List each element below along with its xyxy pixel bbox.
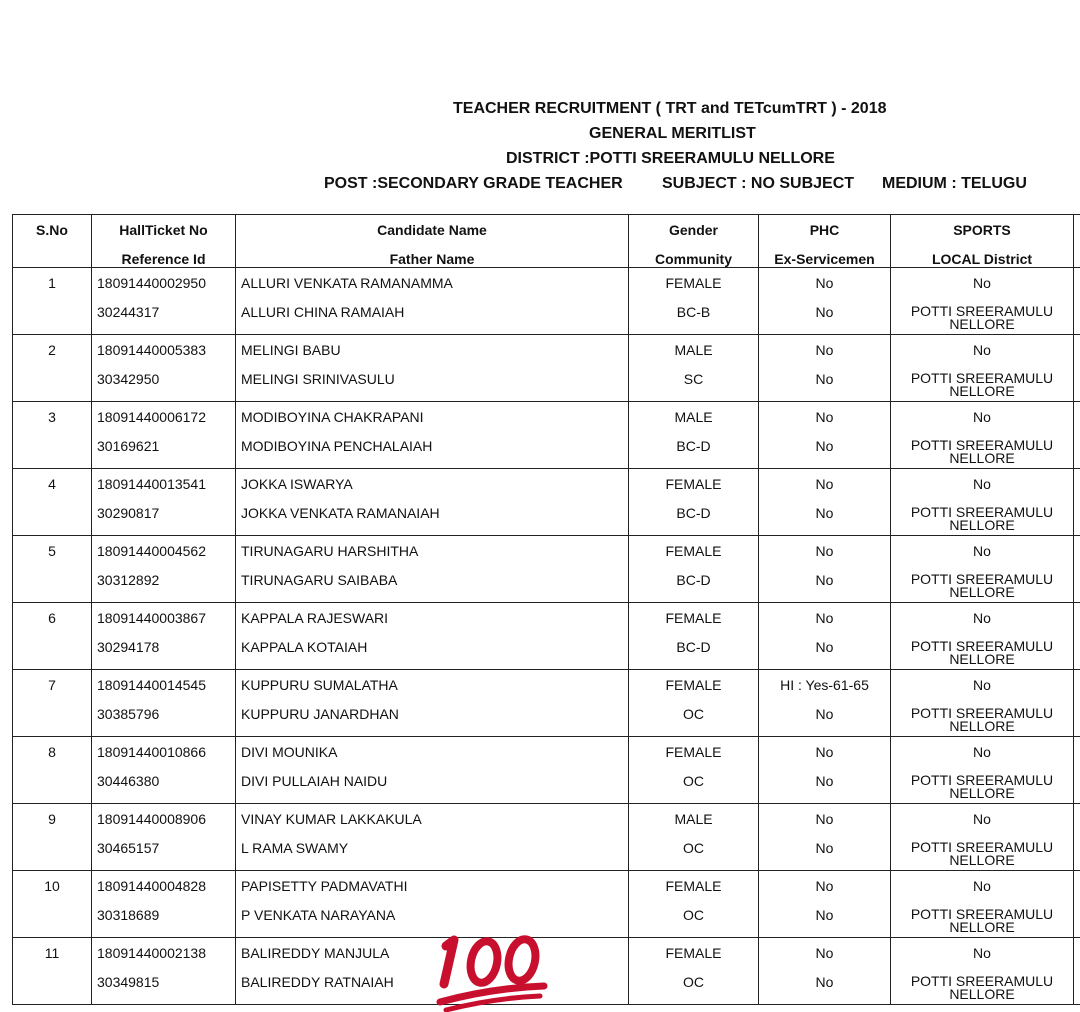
cell-exservice-text: No — [759, 559, 890, 588]
cell-gender — [629, 804, 759, 871]
cell-extra — [1074, 536, 1080, 603]
cell-hallticket-text: 18091440014545 — [92, 670, 235, 693]
cell-sports — [891, 603, 1074, 670]
cell-community-text: BC-D — [629, 626, 758, 655]
cell-gender — [629, 737, 759, 804]
cell-sports — [891, 469, 1074, 536]
cell-hallticket — [92, 737, 236, 804]
cell-name-text: TIRUNAGARU HARSHITHA — [236, 536, 628, 559]
table-row — [13, 804, 1080, 871]
cell-sports — [891, 938, 1074, 1005]
cell-sno-text: 1 — [13, 268, 91, 291]
cell-father-text: MELINGI SRINIVASULU — [236, 358, 628, 387]
cell-phc — [759, 670, 891, 737]
cell-exservice-text: No — [759, 358, 890, 387]
cell-hallticket-text: 18091440002950 — [92, 268, 235, 291]
cell-reference-text: 30465157 — [92, 827, 235, 856]
table-row — [13, 670, 1080, 737]
cell-name-text: DIVI MOUNIKA — [236, 737, 628, 760]
cell-hallticket-text: 18091440008906 — [92, 804, 235, 827]
cell-gender — [629, 670, 759, 737]
cell-extra — [1074, 603, 1080, 670]
hundred-points-icon — [432, 922, 552, 1012]
cell-phc-text: No — [759, 469, 890, 492]
table-row — [13, 335, 1080, 402]
table-row — [13, 536, 1080, 603]
cell-father-text: MODIBOYINA PENCHALAIAH — [236, 425, 628, 454]
cell-local-text: POTTI SREERAMULU NELLORE — [891, 425, 1073, 465]
cell-name — [236, 804, 629, 871]
cell-extra — [1074, 268, 1080, 335]
cell-sno-text: 6 — [13, 603, 91, 626]
cell-hallticket-text: 18091440002138 — [92, 938, 235, 961]
cell-phc — [759, 469, 891, 536]
cell-sports-text: No — [891, 938, 1073, 961]
cell-phc — [759, 603, 891, 670]
cell-hallticket-text: 18091440005383 — [92, 335, 235, 358]
cell-hallticket-text: 18091440013541 — [92, 469, 235, 492]
cell-exservice-text: No — [759, 693, 890, 722]
cell-name-text: ALLURI VENKATA RAMANAMMA — [236, 268, 628, 291]
cell-sno-text: 2 — [13, 335, 91, 358]
cell-sno — [13, 469, 92, 536]
table-header-row — [13, 215, 1080, 268]
cell-sports — [891, 268, 1074, 335]
cell-sno-text: 4 — [13, 469, 91, 492]
cell-father-text: DIVI PULLAIAH NAIDU — [236, 760, 628, 789]
cell-sports-text: No — [891, 804, 1073, 827]
cell-extra — [1074, 804, 1080, 871]
cell-phc-text: No — [759, 603, 890, 626]
cell-sports-text: No — [891, 871, 1073, 894]
cell-phc — [759, 938, 891, 1005]
subject-label: SUBJECT : NO SUBJECT — [662, 175, 854, 193]
cell-hallticket — [92, 268, 236, 335]
cell-sno — [13, 402, 92, 469]
cell-gender-text: FEMALE — [629, 670, 758, 693]
cell-exservice-text: No — [759, 894, 890, 923]
cell-name-text: VINAY KUMAR LAKKAKULA — [236, 804, 628, 827]
cell-phc — [759, 335, 891, 402]
cell-gender — [629, 268, 759, 335]
merit-list-table — [12, 214, 1080, 1005]
cell-phc-text: No — [759, 871, 890, 894]
cell-phc — [759, 536, 891, 603]
cell-hallticket — [92, 469, 236, 536]
cell-local-text: POTTI SREERAMULU NELLORE — [891, 358, 1073, 398]
cell-community-text: OC — [629, 693, 758, 722]
cell-phc — [759, 268, 891, 335]
cell-gender-text: FEMALE — [629, 268, 758, 291]
cell-gender-text: MALE — [629, 402, 758, 425]
cell-hallticket — [92, 402, 236, 469]
cell-name-text: KAPPALA RAJESWARI — [236, 603, 628, 626]
cell-name-text: MODIBOYINA CHAKRAPANI — [236, 402, 628, 425]
cell-phc — [759, 804, 891, 871]
cell-sports — [891, 402, 1074, 469]
cell-local-text: POTTI SREERAMULU NELLORE — [891, 693, 1073, 733]
cell-gender-text: FEMALE — [629, 737, 758, 760]
cell-reference-text: 30169621 — [92, 425, 235, 454]
cell-phc — [759, 737, 891, 804]
cell-father-text: BALIREDDY RATNAIAH — [236, 961, 628, 990]
cell-phc-text: No — [759, 536, 890, 559]
cell-phc-text: No — [759, 268, 890, 291]
cell-father-text: ALLURI CHINA RAMAIAH — [236, 291, 628, 320]
cell-name — [236, 737, 629, 804]
cell-gender-text: FEMALE — [629, 536, 758, 559]
cell-hallticket-text: 18091440010866 — [92, 737, 235, 760]
cell-father-text: L RAMA SWAMY — [236, 827, 628, 856]
cell-sports — [891, 871, 1074, 938]
cell-hallticket — [92, 871, 236, 938]
cell-community-text: OC — [629, 760, 758, 789]
cell-father-text: JOKKA VENKATA RAMANAIAH — [236, 492, 628, 521]
cell-hallticket — [92, 603, 236, 670]
cell-community-text: OC — [629, 961, 758, 990]
cell-sno-text: 8 — [13, 737, 91, 760]
cell-gender — [629, 938, 759, 1005]
cell-local-text: POTTI SREERAMULU NELLORE — [891, 626, 1073, 666]
cell-sports-text: No — [891, 402, 1073, 425]
cell-sports — [891, 737, 1074, 804]
cell-extra — [1074, 938, 1080, 1005]
cell-sno — [13, 871, 92, 938]
cell-gender-text: MALE — [629, 335, 758, 358]
cell-father-text: KUPPURU JANARDHAN — [236, 693, 628, 722]
cell-sports — [891, 804, 1074, 871]
cell-hallticket — [92, 670, 236, 737]
cell-community-text: BC-B — [629, 291, 758, 320]
cell-sno — [13, 938, 92, 1005]
cell-name — [236, 335, 629, 402]
cell-hallticket-text: 18091440004562 — [92, 536, 235, 559]
cell-reference-text: 30244317 — [92, 291, 235, 320]
cell-exservice-text: No — [759, 492, 890, 521]
cell-local-text: POTTI SREERAMULU NELLORE — [891, 961, 1073, 1001]
cell-community-text: SC — [629, 358, 758, 387]
cell-name — [236, 402, 629, 469]
cell-reference-text: 30342950 — [92, 358, 235, 387]
cell-gender-text: MALE — [629, 804, 758, 827]
cell-exservice-text: No — [759, 425, 890, 454]
cell-phc-text: No — [759, 938, 890, 961]
cell-sports — [891, 335, 1074, 402]
cell-sno — [13, 804, 92, 871]
cell-hallticket — [92, 536, 236, 603]
cell-gender-text: FEMALE — [629, 603, 758, 626]
table-row — [13, 603, 1080, 670]
cell-gender — [629, 871, 759, 938]
cell-exservice-text: No — [759, 626, 890, 655]
cell-father-text: P VENKATA NARAYANA — [236, 894, 628, 923]
cell-name-text: BALIREDDY MANJULA — [236, 938, 628, 961]
cell-community-text: BC-D — [629, 559, 758, 588]
cell-extra — [1074, 871, 1080, 938]
cell-sno — [13, 670, 92, 737]
cell-sno — [13, 335, 92, 402]
cell-gender — [629, 335, 759, 402]
cell-name — [236, 268, 629, 335]
cell-gender — [629, 469, 759, 536]
header-phc: PHC Ex-Servicemen — [759, 215, 891, 268]
cell-sports-text: No — [891, 335, 1073, 358]
cell-sports-text: No — [891, 469, 1073, 492]
cell-father-text: TIRUNAGARU SAIBABA — [236, 559, 628, 588]
cell-reference-text: 30294178 — [92, 626, 235, 655]
cell-gender-text: FEMALE — [629, 469, 758, 492]
cell-hallticket — [92, 804, 236, 871]
cell-extra — [1074, 670, 1080, 737]
cell-exservice-text: No — [759, 291, 890, 320]
cell-gender-text: FEMALE — [629, 938, 758, 961]
cell-father-text: KAPPALA KOTAIAH — [236, 626, 628, 655]
cell-hallticket — [92, 938, 236, 1005]
cell-hallticket-text: 18091440006172 — [92, 402, 235, 425]
cell-sno-text: 5 — [13, 536, 91, 559]
cell-sno — [13, 603, 92, 670]
cell-phc — [759, 402, 891, 469]
cell-local-text: POTTI SREERAMULU NELLORE — [891, 894, 1073, 934]
cell-phc-text: HI : Yes-61-65 — [759, 670, 890, 693]
cell-reference-text: 30446380 — [92, 760, 235, 789]
header-gender: Gender Community — [629, 215, 759, 268]
cell-name — [236, 603, 629, 670]
cell-community-text: OC — [629, 827, 758, 856]
cell-local-text: POTTI SREERAMULU NELLORE — [891, 760, 1073, 800]
cell-reference-text: 30312892 — [92, 559, 235, 588]
cell-extra — [1074, 335, 1080, 402]
table-row — [13, 402, 1080, 469]
cell-gender — [629, 603, 759, 670]
cell-phc-text: No — [759, 402, 890, 425]
cell-phc-text: No — [759, 737, 890, 760]
cell-sno-text: 11 — [13, 938, 91, 961]
cell-name-text: PAPISETTY PADMAVATHI — [236, 871, 628, 894]
cell-sno-text: 7 — [13, 670, 91, 693]
cell-exservice-text: No — [759, 961, 890, 990]
cell-sno-text: 3 — [13, 402, 91, 425]
cell-reference-text: 30385796 — [92, 693, 235, 722]
cell-phc-text: No — [759, 804, 890, 827]
header-hallticket: HallTicket No Reference Id — [92, 215, 236, 268]
cell-sports-text: No — [891, 603, 1073, 626]
cell-sports-text: No — [891, 268, 1073, 291]
post-label: POST :SECONDARY GRADE TEACHER — [324, 175, 623, 193]
cell-extra — [1074, 469, 1080, 536]
cell-extra — [1074, 737, 1080, 804]
cell-phc — [759, 871, 891, 938]
cell-local-text: POTTI SREERAMULU NELLORE — [891, 492, 1073, 532]
cell-community-text: OC — [629, 894, 758, 923]
header-sports: SPORTS LOCAL District — [891, 215, 1074, 268]
cell-sports — [891, 670, 1074, 737]
table-row — [13, 737, 1080, 804]
cell-reference-text: 30349815 — [92, 961, 235, 990]
cell-name-text: KUPPURU SUMALATHA — [236, 670, 628, 693]
cell-name — [236, 469, 629, 536]
merit-table-wrapper — [12, 214, 1080, 1009]
cell-hallticket-text: 18091440004828 — [92, 871, 235, 894]
cell-sno-text: 10 — [13, 871, 91, 894]
cell-hallticket-text: 18091440003867 — [92, 603, 235, 626]
cell-extra — [1074, 402, 1080, 469]
table-row — [13, 268, 1080, 335]
cell-local-text: POTTI SREERAMULU NELLORE — [891, 291, 1073, 331]
cell-sports-text: No — [891, 737, 1073, 760]
cell-sports — [891, 536, 1074, 603]
cell-gender — [629, 536, 759, 603]
cell-local-text: POTTI SREERAMULU NELLORE — [891, 827, 1073, 867]
cell-name — [236, 670, 629, 737]
cell-name-text: MELINGI BABU — [236, 335, 628, 358]
cell-hallticket — [92, 335, 236, 402]
cell-name-text: JOKKA ISWARYA — [236, 469, 628, 492]
table-row — [13, 469, 1080, 536]
header-sno: S.No — [13, 215, 92, 268]
cell-sports-text: No — [891, 670, 1073, 693]
cell-sports-text: No — [891, 536, 1073, 559]
cell-name — [236, 536, 629, 603]
cell-sno — [13, 268, 92, 335]
cell-exservice-text: No — [759, 760, 890, 789]
medium-label: MEDIUM : TELUGU — [882, 175, 1027, 193]
header-candidate: Candidate Name Father Name — [236, 215, 629, 268]
cell-phc-text: No — [759, 335, 890, 358]
header-extra-column — [1074, 215, 1080, 268]
cell-local-text: POTTI SREERAMULU NELLORE — [891, 559, 1073, 599]
cell-sno — [13, 737, 92, 804]
cell-sno-text: 9 — [13, 804, 91, 827]
cell-reference-text: 30318689 — [92, 894, 235, 923]
cell-community-text: BC-D — [629, 425, 758, 454]
cell-community-text: BC-D — [629, 492, 758, 521]
cell-gender — [629, 402, 759, 469]
cell-exservice-text: No — [759, 827, 890, 856]
cell-reference-text: 30290817 — [92, 492, 235, 521]
cell-gender-text: FEMALE — [629, 871, 758, 894]
cell-sno — [13, 536, 92, 603]
